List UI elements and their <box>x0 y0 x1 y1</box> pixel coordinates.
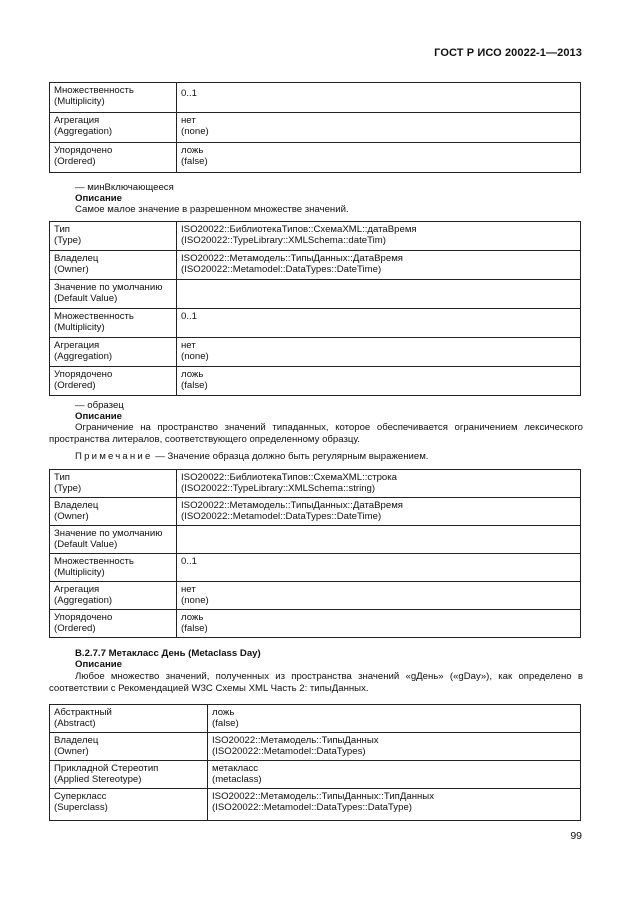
row-value: 0..1 <box>177 83 581 113</box>
table-row <box>50 222 581 251</box>
row-label: Тип (Type) <box>50 222 177 251</box>
table-row <box>50 498 581 526</box>
row-value: 0..1 <box>177 309 581 338</box>
properties-table-3 <box>49 469 581 638</box>
table-row <box>50 789 581 821</box>
row-value: нет (none) <box>177 338 581 367</box>
row-label: Владелец (Owner) <box>50 251 177 280</box>
table-row <box>50 309 581 338</box>
table-row <box>50 251 581 280</box>
table-row <box>50 280 581 309</box>
table-row <box>50 733 581 761</box>
row-value: ложь (false) <box>208 705 581 733</box>
description-text: Любое множество значений, полученных из пространства значений «gДень» («gDay»), как определено в соответствии с Рекомендацией W3C Схемы XML Часть 2: типыДанных. <box>49 671 583 694</box>
row-label: Тип (Type) <box>50 470 177 498</box>
table-row <box>50 582 581 610</box>
table-row <box>50 83 581 113</box>
row-label: Владелец (Owner) <box>50 498 177 526</box>
row-value: ISO20022::Метамодель::ТипыДанных::ДатаВремя (ISO20022::Metamodel::DataTypes::DateTime) <box>177 498 581 526</box>
row-label: Абстрактный (Abstract) <box>50 705 208 733</box>
row-label: Владелец (Owner) <box>50 733 208 761</box>
row-value: нет (none) <box>177 582 581 610</box>
row-label: Упорядочено (Ordered) <box>50 367 177 396</box>
note-label: Примечание <box>75 451 153 462</box>
row-label: Прикладной Стереотип (Applied Stereotype) <box>50 761 208 789</box>
description-text: Ограничение на пространство значений типаданных, которое обеспечивается ограничением лексического пространства литералов, соответствующего определенному образцу. <box>49 422 583 445</box>
row-value: ISO20022::БиблиотекаТипов::СхемаXML::датаВремя (ISO20022::TypeLibrary::XMLSchema::dateTim) <box>177 222 581 251</box>
table-row <box>50 113 581 143</box>
description-heading: Описание <box>75 193 122 204</box>
note <box>75 451 428 463</box>
properties-table-2 <box>49 221 581 396</box>
attribute-item: — образец <box>75 400 124 411</box>
page-number: 99 <box>570 830 582 842</box>
row-label: Множественность (Multiplicity) <box>50 309 177 338</box>
row-label: Агрегация (Aggregation) <box>50 582 177 610</box>
properties-table-4 <box>49 704 581 821</box>
row-value-empty <box>177 280 581 309</box>
row-label: Множественность (Multiplicity) <box>50 554 177 582</box>
row-value: ложь (false) <box>177 143 581 173</box>
note-text: — Значение образца должно быть регулярным выражением. <box>152 451 429 462</box>
row-value: метакласс (metaclass) <box>208 761 581 789</box>
section-heading: В.2.7.7 Метакласс День (Metaclass Day) <box>75 648 261 659</box>
table-row <box>50 367 581 396</box>
table-row <box>50 761 581 789</box>
row-value: нет (none) <box>177 113 581 143</box>
properties-table-1 <box>49 82 581 173</box>
row-label: Значение по умолчанию (Default Value) <box>50 280 177 309</box>
row-value: ISO20022::Метамодель::ТипыДанных::ТипДанных (ISO20022::Metamodel::DataTypes::DataType) <box>208 789 581 821</box>
row-label: Агрегация (Aggregation) <box>50 338 177 367</box>
row-label: Суперкласс (Superclass) <box>50 789 208 821</box>
description-heading: Описание <box>75 411 122 422</box>
table-row <box>50 705 581 733</box>
description-text: Самое малое значение в разрешенном множестве значений. <box>75 204 349 215</box>
table-row <box>50 338 581 367</box>
document-header: ГОСТ Р ИСО 20022-1—2013 <box>434 47 582 59</box>
row-value-empty <box>177 526 581 554</box>
row-value: ложь (false) <box>177 610 581 638</box>
description-heading: Описание <box>75 659 122 670</box>
row-label: Агрегация (Aggregation) <box>50 113 177 143</box>
attribute-item: — минВключающееся <box>75 182 174 193</box>
table-row <box>50 143 581 173</box>
row-label: Множественность (Multiplicity) <box>50 83 177 113</box>
table-row <box>50 610 581 638</box>
table-row <box>50 526 581 554</box>
row-value: 0..1 <box>177 554 581 582</box>
row-label: Значение по умолчанию (Default Value) <box>50 526 177 554</box>
row-value: ложь (false) <box>177 367 581 396</box>
row-value: ISO20022::Метамодель::ТипыДанных (ISO20022::Metamodel::DataTypes) <box>208 733 581 761</box>
table-row <box>50 470 581 498</box>
row-label: Упорядочено (Ordered) <box>50 610 177 638</box>
row-value: ISO20022::БиблиотекаТипов::СхемаXML::строка (ISO20022::TypeLibrary::XMLSchema::string) <box>177 470 581 498</box>
row-label: Упорядочено (Ordered) <box>50 143 177 173</box>
row-value: ISO20022::Метамодель::ТипыДанных::ДатаВремя (ISO20022::Metamodel::DataTypes::DateTime) <box>177 251 581 280</box>
table-row <box>50 554 581 582</box>
